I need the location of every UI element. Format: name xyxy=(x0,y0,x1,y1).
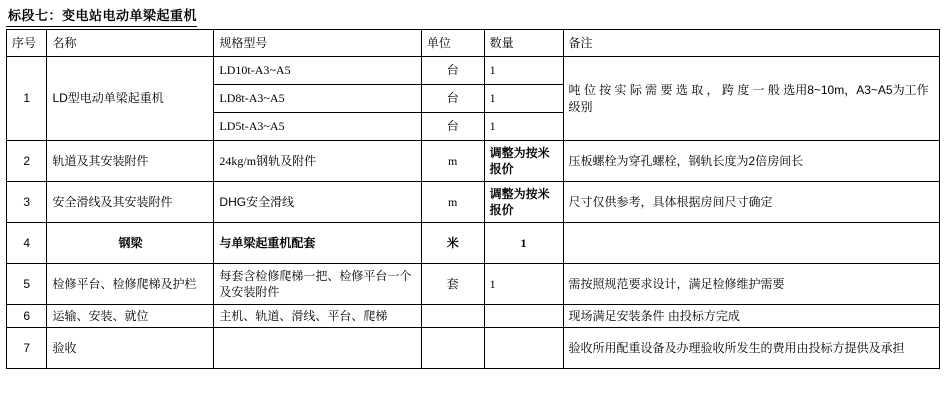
cell-unit: 台 xyxy=(421,113,484,141)
cell-unit: 台 xyxy=(421,57,484,85)
cell-remark: 现场满足安装条件 由投标方完成 xyxy=(563,305,939,328)
cell-qty: 1 xyxy=(484,85,563,113)
cell-no: 6 xyxy=(7,305,47,328)
cell-spec: DHG安全滑线 xyxy=(214,182,421,223)
cell-unit: 套 xyxy=(421,264,484,305)
cell-no: 2 xyxy=(7,141,47,182)
cell-qty xyxy=(484,305,563,328)
document-title: 标段七：变电站电动单梁起重机 xyxy=(6,4,197,27)
cell-name: 检修平台、检修爬梯及护栏 xyxy=(47,264,214,305)
cell-qty: 1 xyxy=(484,223,563,264)
table-row xyxy=(7,141,940,182)
cell-unit: m xyxy=(421,182,484,223)
table-row xyxy=(7,328,940,369)
header-remark: 备注 xyxy=(563,30,939,57)
cell-qty xyxy=(484,328,563,369)
cell-qty: 1 xyxy=(484,113,563,141)
table-row xyxy=(7,223,940,264)
cell-name: 运输、安装、就位 xyxy=(47,305,214,328)
equipment-table xyxy=(6,29,940,369)
header-name: 名称 xyxy=(47,30,214,57)
cell-qty: 调整为按米报价 xyxy=(484,141,563,182)
cell-remark: 验收所用配重设备及办理验收所发生的费用由投标方提供及承担 xyxy=(563,328,939,369)
header-spec: 规格型号 xyxy=(214,30,421,57)
cell-unit xyxy=(421,305,484,328)
header-no: 序号 xyxy=(7,30,47,57)
header-qty: 数量 xyxy=(484,30,563,57)
cell-name: 钢梁 xyxy=(47,223,214,264)
table-row xyxy=(7,57,940,85)
cell-spec: 主机、轨道、滑线、平台、爬梯 xyxy=(214,305,421,328)
cell-name: 验收 xyxy=(47,328,214,369)
cell-qty: 调整为按米报价 xyxy=(484,182,563,223)
table-header-row xyxy=(7,30,940,57)
cell-unit: 米 xyxy=(421,223,484,264)
cell-name: LD型电动单梁起重机 xyxy=(47,57,214,141)
cell-no: 5 xyxy=(7,264,47,305)
table-row xyxy=(7,305,940,328)
cell-spec: LD5t-A3~A5 xyxy=(214,113,421,141)
cell-spec: 与单梁起重机配套 xyxy=(214,223,421,264)
cell-spec: LD8t-A3~A5 xyxy=(214,85,421,113)
table-row xyxy=(7,264,940,305)
cell-no: 4 xyxy=(7,223,47,264)
cell-name: 轨道及其安装附件 xyxy=(47,141,214,182)
cell-remark: 需按照规范要求设计，满足检修维护需要 xyxy=(563,264,939,305)
cell-remark: 吨 位 按 实 际 需 要 选 取 ， 跨 度 一 般 选用8~10m，A3~A5为工作级别 xyxy=(563,57,939,141)
table-row xyxy=(7,182,940,223)
header-unit: 单位 xyxy=(421,30,484,57)
cell-no: 3 xyxy=(7,182,47,223)
cell-spec: 24kg/m钢轨及附件 xyxy=(214,141,421,182)
cell-unit xyxy=(421,328,484,369)
cell-spec xyxy=(214,328,421,369)
cell-spec: 每套含检修爬梯一把、检修平台一个及安装附件 xyxy=(214,264,421,305)
cell-name: 安全滑线及其安装附件 xyxy=(47,182,214,223)
cell-qty: 1 xyxy=(484,264,563,305)
cell-no: 7 xyxy=(7,328,47,369)
cell-remark xyxy=(563,223,939,264)
cell-unit: m xyxy=(421,141,484,182)
cell-remark: 压板螺栓为穿孔螺栓，钢轨长度为2倍房间长 xyxy=(563,141,939,182)
cell-remark: 尺寸仅供参考，具体根据房间尺寸确定 xyxy=(563,182,939,223)
cell-qty: 1 xyxy=(484,57,563,85)
cell-unit: 台 xyxy=(421,85,484,113)
cell-spec: LD10t-A3~A5 xyxy=(214,57,421,85)
cell-no: 1 xyxy=(7,57,47,141)
